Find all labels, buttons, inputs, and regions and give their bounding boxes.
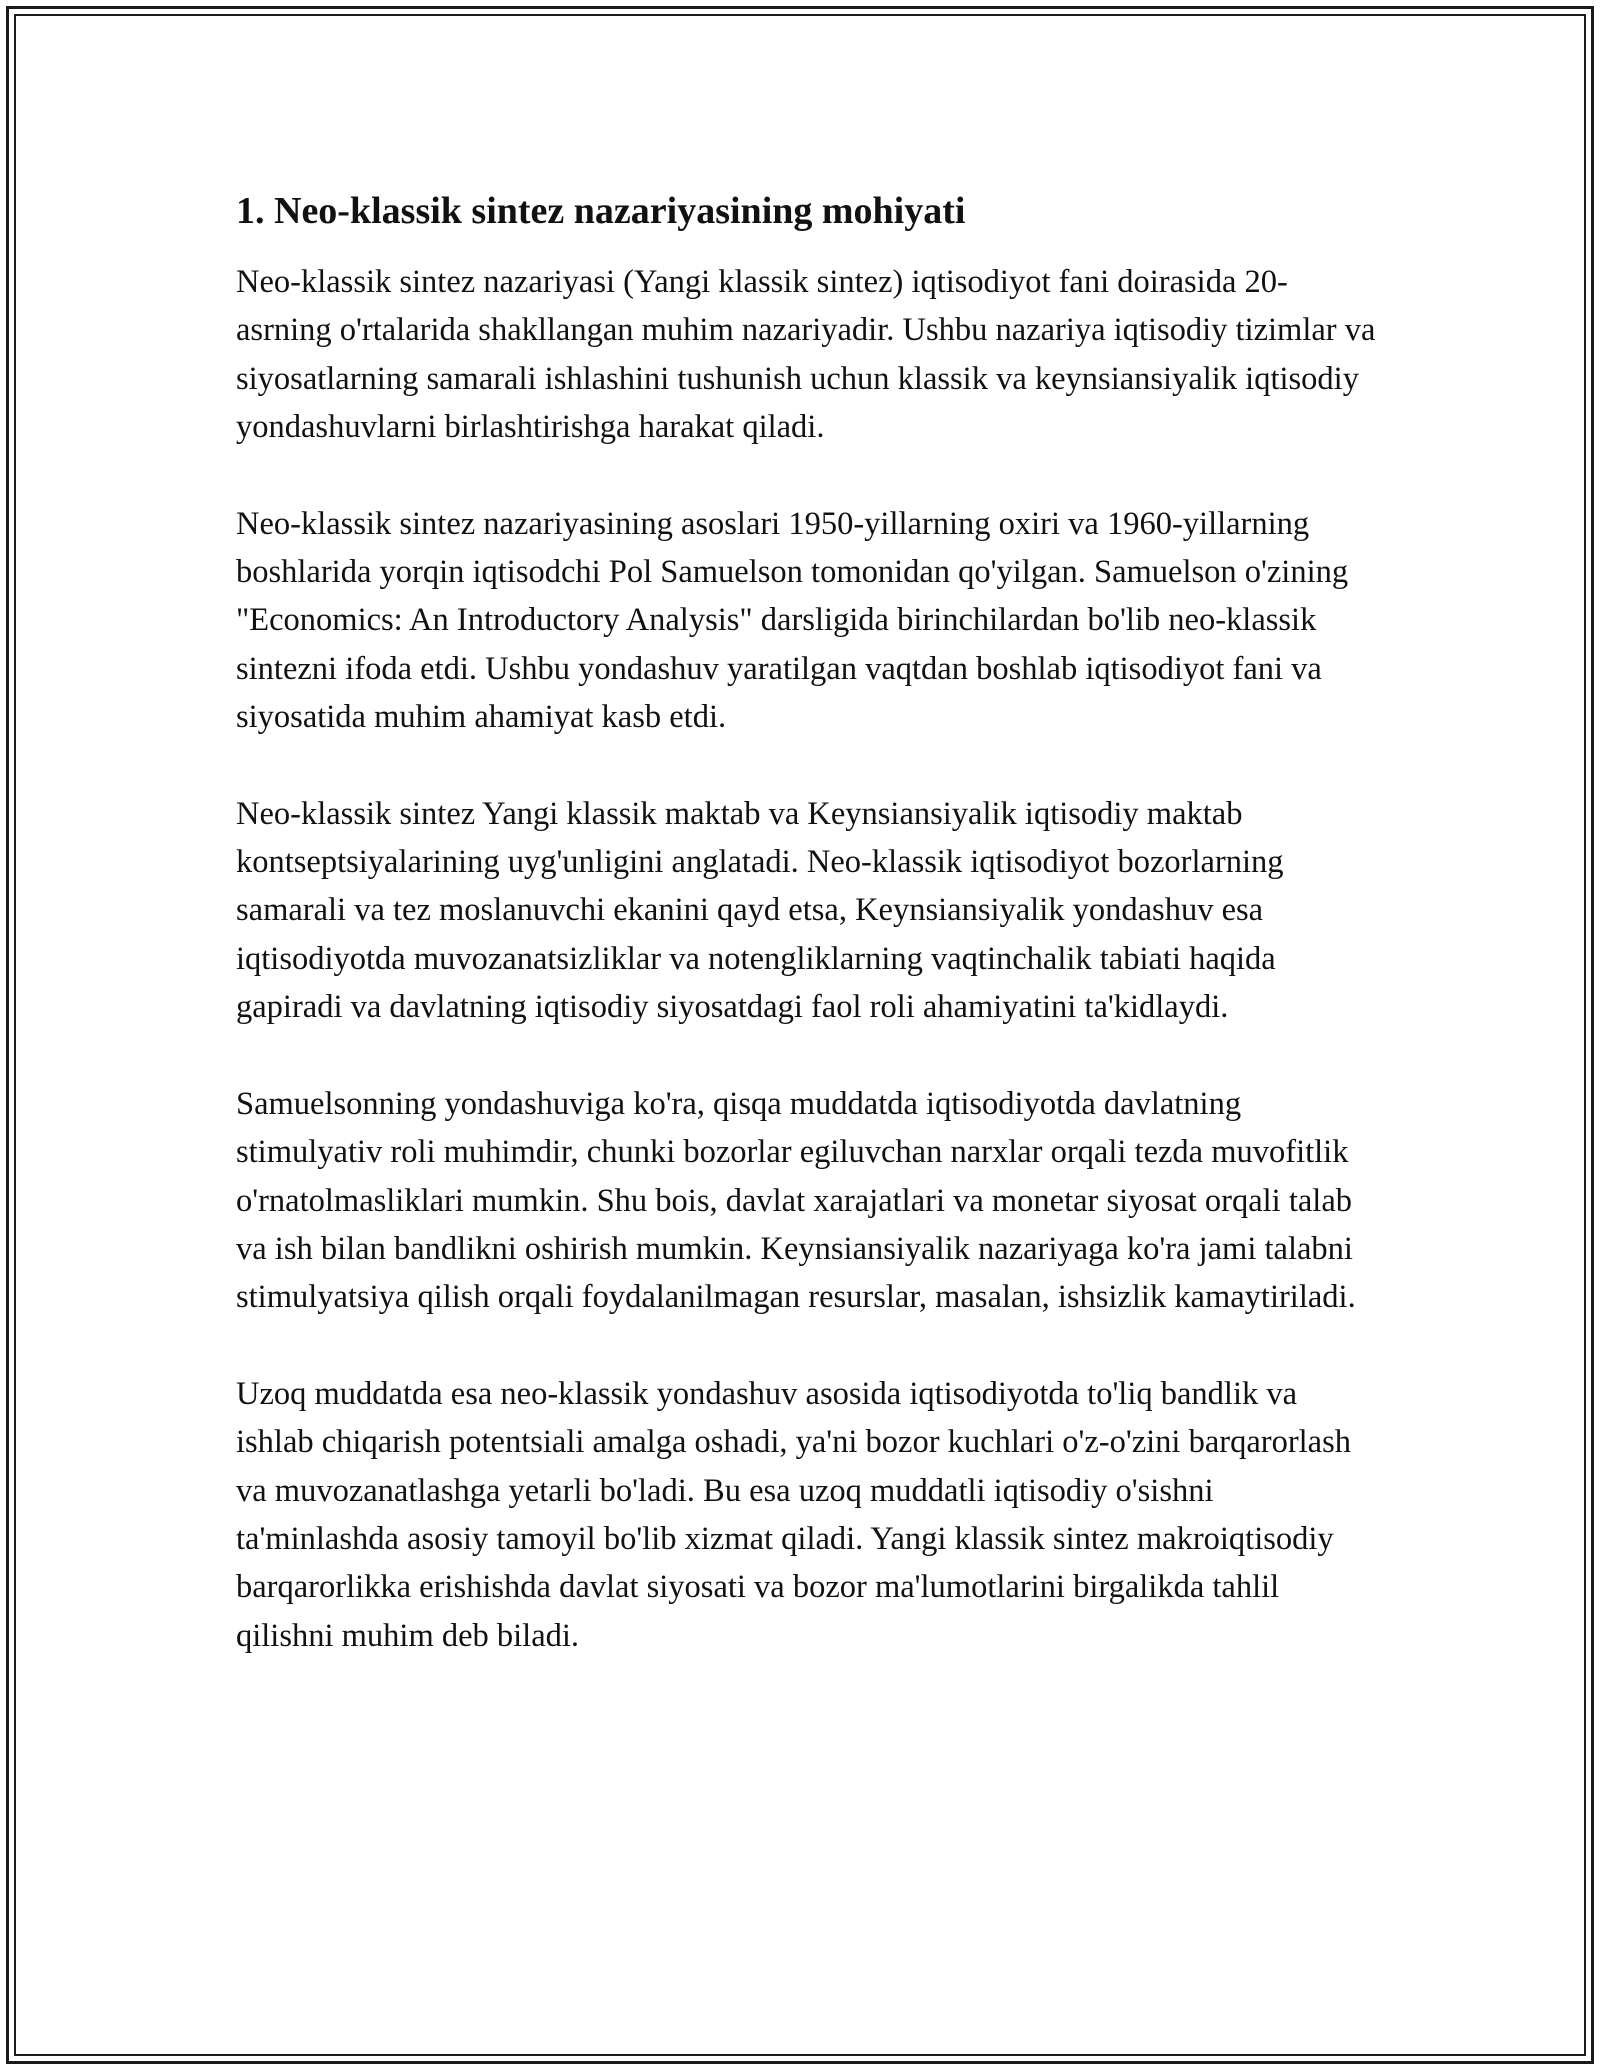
- paragraph-4: Samuelsonning yondashuviga ko'ra, qisqa muddatda iqtisodiyotda davlatning stimulyativ roli muhimdir, chunki bozorlar egiluvchan narxlar orqali tezda muvofitlik o'rnatolmasliklari mumkin. Shu bois, davlat xarajatlari va monetar siyosat orqali talab va ish bilan bandlikni oshirish mumkin. Keynsiansiyalik nazariyaga ko'ra jami talabni stimulyatsiya qilish orqali foydalanilmagan resurslar, masalan, ishsizlik kamaytiriladi.: [236, 1085, 1356, 1316]
- paragraph-2: Neo-klassik sintez nazariyasining asoslari 1950-yillarning oxiri va 1960-yillarning boshlarida yorqin iqtisodchi Pol Samuelson tomonidan qo'yilgan. Samuelson o'zining "Economics: An Introductory Analysis" darsligida birinchilardan bo'lib neo-klassik sintezni ifoda etdi. Ushbu yondashuv yaratilgan vaqtdan boshlab iqtisodiyot fani va siyosatida muhim ahamiyat kasb etdi.: [236, 505, 1349, 736]
- paragraph-5: Uzoq muddatda esa neo-klassik yondashuv asosida iqtisodiyotda to'liq bandlik va ishlab chiqarish potentsiali amalga oshadi, ya'ni bozor kuchlari o'z-o'zini barqarorlash va muvozanatlashga yetarli bo'ladi. Bu esa uzoq muddatli iqtisodiy o'sishni ta'minlashda asosiy tamoyil bo'lib xizmat qiladi. Yangi klassik sintez makroiqtisodiy barqarorlikka erishishda davlat siyosati va bozor ma'lumotlarini birgalikda tahlil qilishni muhim deb biladi.: [236, 1375, 1351, 1654]
- paragraph-3: Neo-klassik sintez Yangi klassik maktab va Keynsiansiyalik iqtisodiy maktab kontseptsiyalarining uyg'unligini anglatadi. Neo-klassik iqtisodiyot bozorlarning samarali va tez moslanuvchi ekanini qayd etsa, Keynsiansiyalik yondashuv esa iqtisodiyotda muvozanatsizliklar va notengliklarning vaqtinchalik tabiati haqida gapiradi va davlatning iqtisodiy siyosatdagi faol roli ahamiyatini ta'kidlaydi.: [236, 795, 1284, 1026]
- document-body: [236, 186, 1376, 1708]
- section-heading: 1. Neo-klassik sintez nazariyasining mohiyati: [236, 190, 966, 232]
- paragraph-1: Neo-klassik sintez nazariyasi (Yangi klassik sintez) iqtisodiyot fani doirasida 20-asrning o'rtalarida shakllangan muhim nazariyadir. Ushbu nazariya iqtisodiy tizimlar va siyosatlarning samarali ishlashini tushunish uchun klassik va keynsiansiyalik iqtisodiy yondashuvlarni birlashtirishga harakat qiladi.: [236, 264, 1376, 446]
